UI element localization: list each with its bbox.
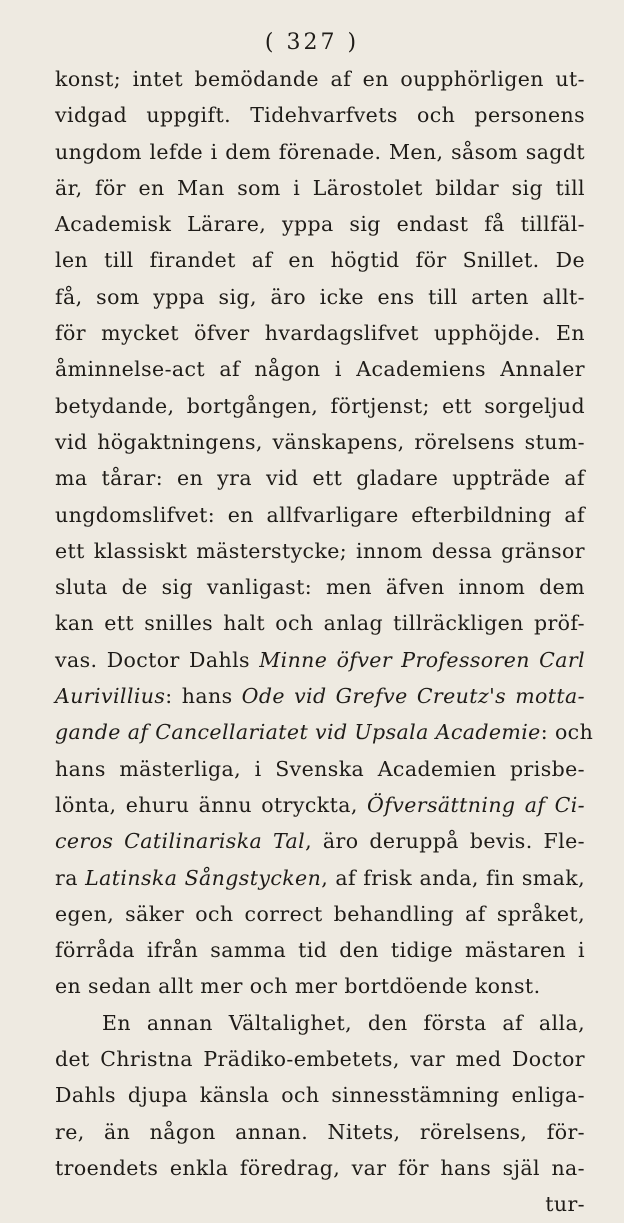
text-segment: len till firandet af en högtid för Snillet. De <box>55 248 585 273</box>
text-segment: hans mästerliga, i Svenska Academien prisbe- <box>55 756 585 781</box>
text-segment: ett klassiskt mästerstycke; innom dessa gränsor <box>55 538 585 563</box>
text-segment: vid högaktningens, vänskapens, rörelsens stum- <box>55 429 585 454</box>
text-line <box>55 351 585 387</box>
text-line <box>55 170 585 206</box>
text-segment: tur- <box>545 1192 585 1217</box>
text-segment: ma tårar: en yra vid ett gladare uppträde af <box>55 466 585 491</box>
text-line <box>55 61 585 97</box>
text-line <box>55 279 585 315</box>
text-segment: åminnelse-act af någon i Academiens Annaler <box>55 357 585 382</box>
text-line <box>55 242 585 278</box>
text-segment: vidgad uppgift. Tidehvarfvets och personens <box>55 103 585 128</box>
text-line <box>55 1150 585 1186</box>
text-segment: kan ett snilles halt och anlag tillräckligen pröf- <box>55 611 585 636</box>
text-segment: vas. Doctor Dahls <box>55 647 260 672</box>
text-line <box>55 678 585 714</box>
catchword <box>55 1186 585 1222</box>
italic-title-text: gande af Cancellariatet vid Upsala Academie <box>55 720 541 745</box>
text-line <box>55 1005 585 1041</box>
text-segment: ra <box>55 865 86 890</box>
text-segment: : hans <box>165 684 242 709</box>
text-segment: det Christna Prädiko-embetets, var med Doctor <box>55 1047 585 1072</box>
text-line <box>55 787 585 823</box>
text-line <box>55 569 585 605</box>
italic-title-text: Minne öfver Professoren Carl <box>259 647 585 672</box>
italic-title-text: ceros Catilinariska Tal <box>55 829 306 854</box>
text-line <box>55 533 585 569</box>
text-segment: En annan Vältalighet, den första af alla, <box>102 1010 585 1035</box>
text-segment: betydande, bortgången, förtjenst; ett sorgeljud <box>55 393 585 418</box>
text-line <box>55 714 594 750</box>
text-line <box>55 751 585 787</box>
italic-title-text: Öfversättning af Ci- <box>367 792 585 817</box>
text-segment: , af frisk anda, fin smak, <box>321 865 585 890</box>
text-line <box>55 823 585 859</box>
text-line <box>55 896 585 932</box>
text-line <box>55 642 585 678</box>
text-line <box>55 1041 585 1077</box>
text-segment: : och <box>540 720 594 745</box>
text-line <box>55 1114 585 1150</box>
text-line <box>55 497 585 533</box>
text-line <box>55 860 585 896</box>
text-line <box>55 424 585 460</box>
text-segment: konst; intet bemödande af en oupphörligen ut- <box>55 67 585 91</box>
italic-title-text: Aurivillius <box>55 684 166 709</box>
text-line <box>55 97 585 133</box>
text-segment: ungdomslifvet: en allfvarligare efterbildning af <box>55 502 585 527</box>
text-segment: egen, säker och correct behandling af språket, <box>55 901 585 926</box>
italic-title-text: Ode vid Grefve Creutz's motta- <box>241 684 585 709</box>
text-segment: Academisk Lärare, yppa sig endast få tillfäl- <box>55 212 585 237</box>
text-segment: , äro deruppå bevis. Fle- <box>305 829 585 854</box>
text-line <box>55 388 585 424</box>
text-segment: en sedan allt mer och mer bortdöende konst. <box>55 974 541 999</box>
text-line <box>55 460 585 496</box>
text-line <box>55 1077 585 1113</box>
text-segment: för mycket öfver hvardagslifvet upphöjde. En <box>55 321 585 346</box>
text-segment: sluta de sig vanligast: men äfven innom dem <box>55 575 585 600</box>
text-segment: förråda ifrån samma tid den tidige mästaren i <box>55 938 585 963</box>
text-segment: Dahls djupa känsla och sinnesstämning enliga- <box>55 1083 585 1108</box>
text-line <box>55 932 585 968</box>
text-line <box>55 134 585 170</box>
text-segment: re, än någon annan. Nitets, rörelsens, för- <box>55 1119 585 1144</box>
text-line <box>55 605 585 641</box>
page-number: ( 327 ) <box>264 30 360 55</box>
text-segment: lönta, ehuru ännu otryckta, <box>55 792 368 817</box>
text-segment: få, som yppa sig, äro icke ens till arten allt- <box>55 284 585 309</box>
text-segment: är, för en Man som i Lärostolet bildar sig till <box>55 175 585 200</box>
body-text <box>55 61 594 1223</box>
text-line <box>55 206 585 242</box>
text-line <box>55 968 585 1004</box>
text-segment: ungdom lefde i dem förenade. Men, såsom sagdt <box>55 139 585 164</box>
italic-title-text: Latinska Sångstycken <box>85 865 322 890</box>
text-segment: troendets enkla föredrag, var för hans själ na- <box>55 1155 585 1180</box>
text-line <box>55 315 585 351</box>
